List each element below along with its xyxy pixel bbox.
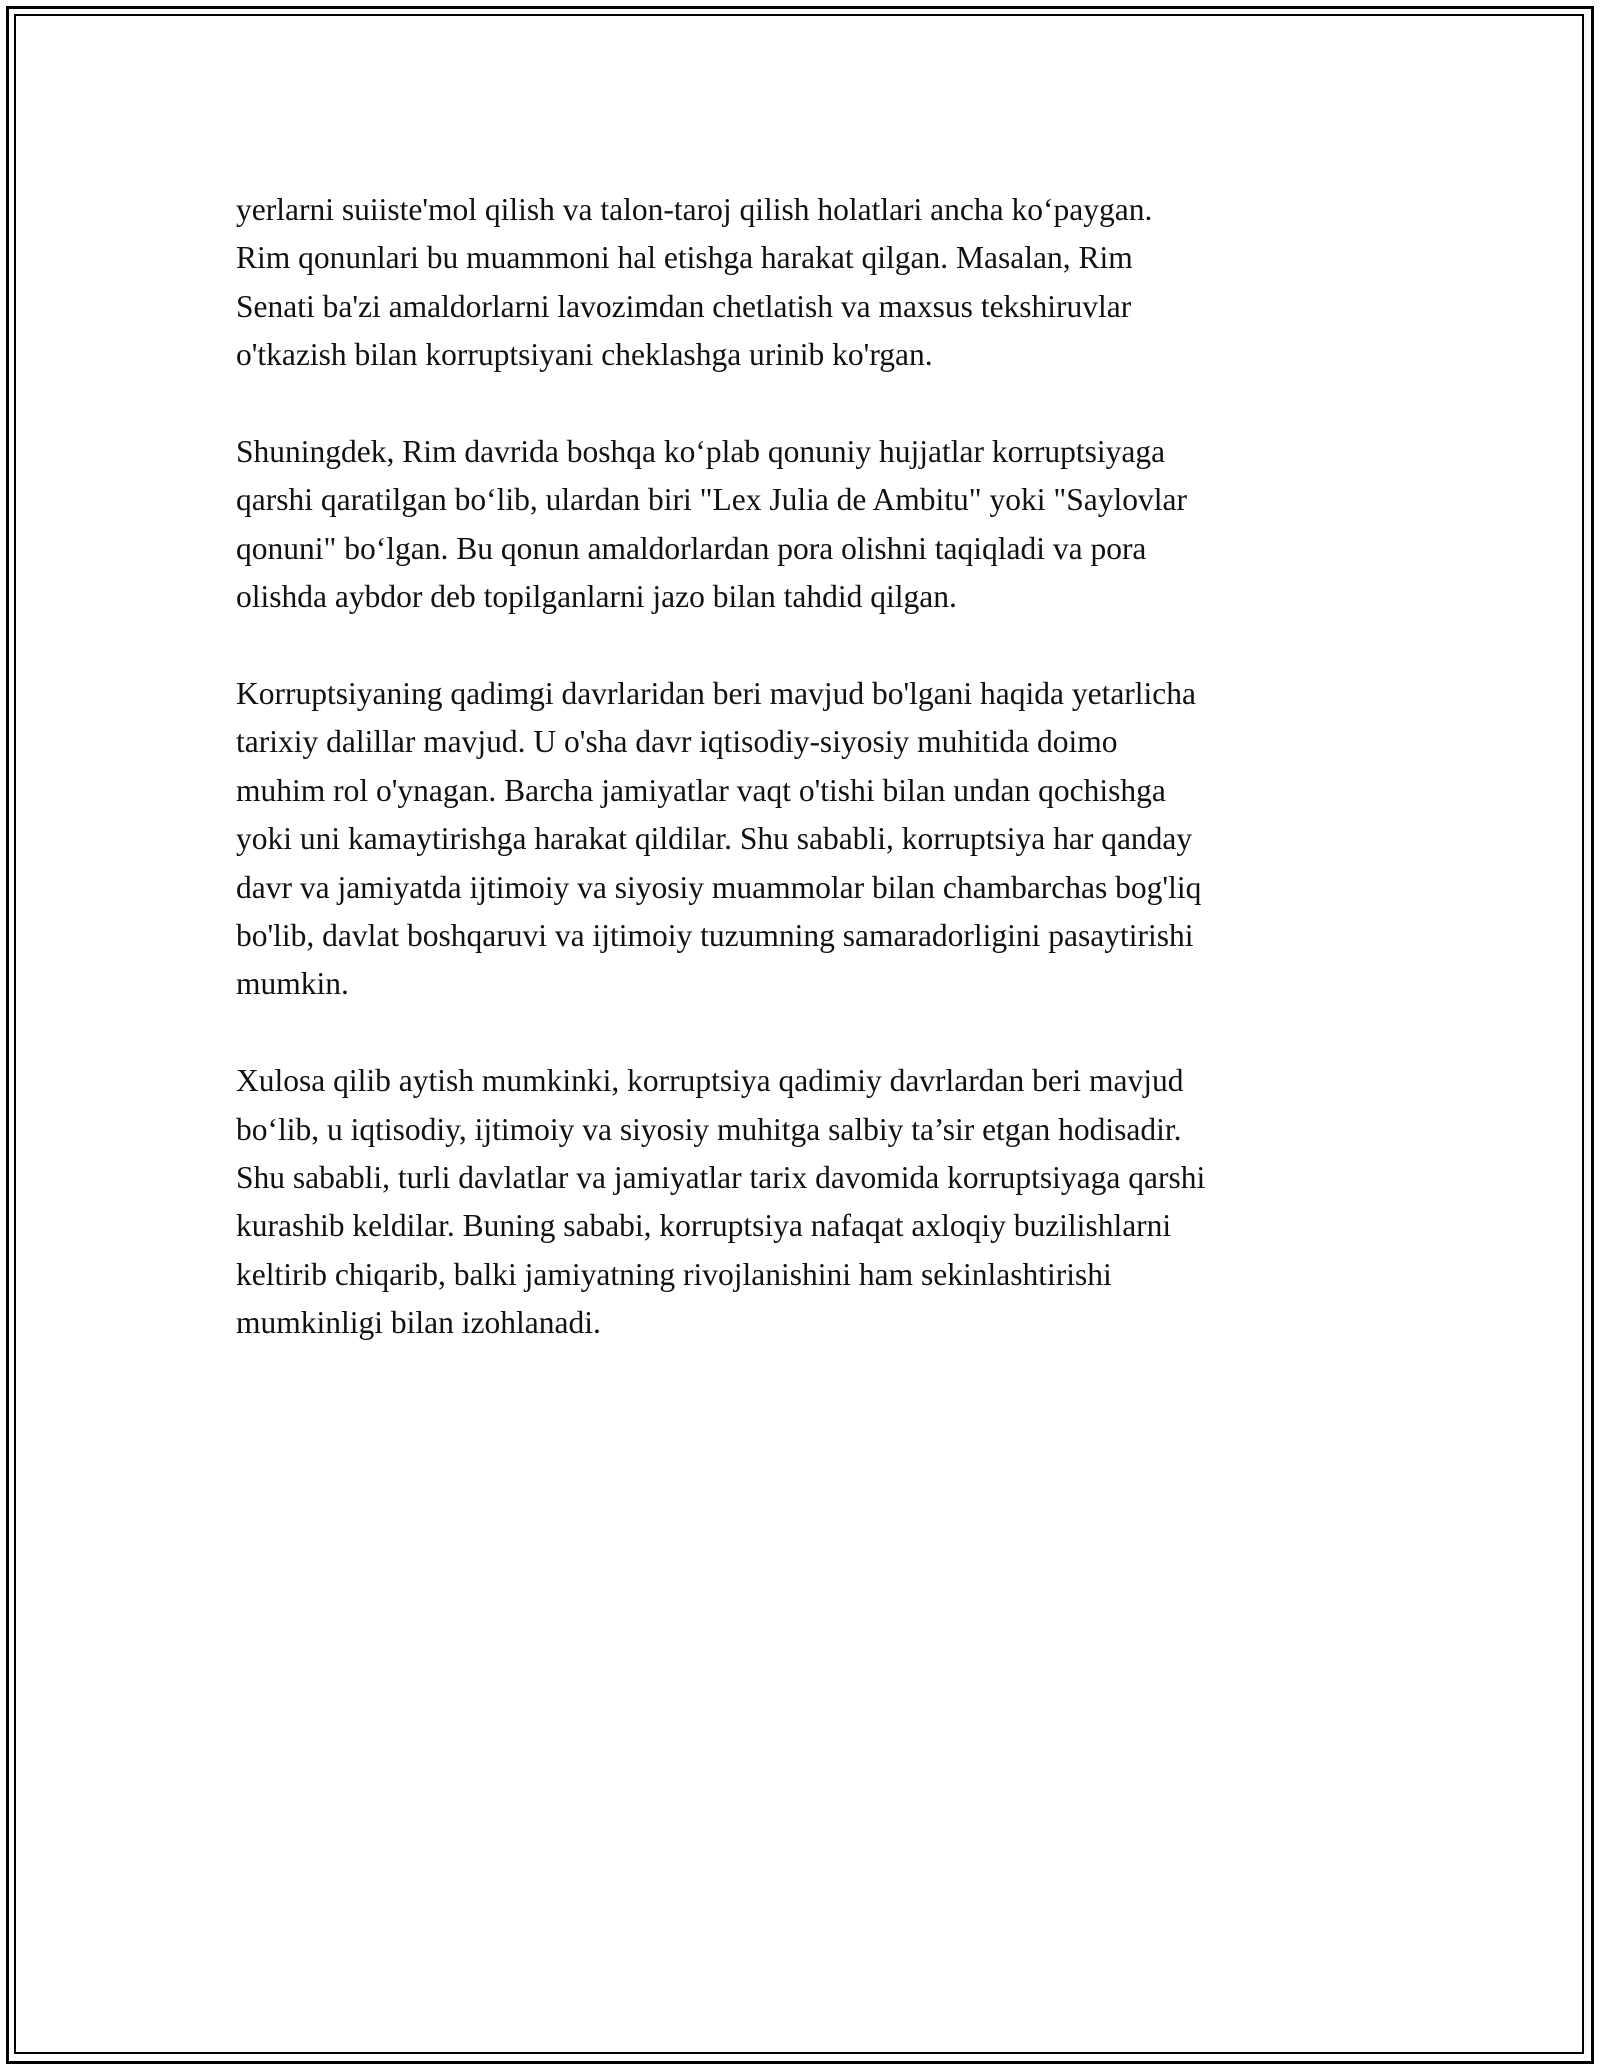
paragraph-line: qonuni" bo‘lgan. Bu qonun amaldorlardan pora olishni taqiqladi va pora [236, 530, 1147, 566]
paragraph-4 [236, 1057, 1376, 1347]
paragraph-line: bo'lib, davlat boshqaruvi va ijtimoiy tuzumning samaradorligini pasaytirishi [236, 918, 1194, 954]
paragraph-line: Shu sababli, turli davlatlar va jamiyatlar tarix davomida korruptsiyaga qarshi [236, 1160, 1206, 1196]
paragraph-line: bo‘lib, u iqtisodiy, ijtimoiy va siyosiy muhitga salbiy ta’sir etgan hodisadir. [236, 1111, 1182, 1147]
paragraph-line: Rim qonunlari bu muammoni hal etishga harakat qilgan. Masalan, Rim [236, 240, 1133, 276]
paragraph-line: Korruptsiyaning qadimgi davrlaridan beri mavjud bo'lgani haqida yetarlicha [236, 676, 1197, 712]
paragraph-line: mumkin. [236, 966, 349, 1002]
document-body [236, 186, 1376, 1396]
paragraph-2 [236, 428, 1376, 622]
paragraph-line: o'tkazish bilan korruptsiyani cheklashga urinib ko'rgan. [236, 337, 933, 373]
paragraph-line: yerlarni suiiste'mol qilish va talon-taroj qilish holatlari ancha ko‘paygan. [236, 192, 1153, 227]
paragraph-line: davr va jamiyatda ijtimoiy va siyosiy muammolar bilan chambarchas bog'liq [236, 869, 1202, 905]
paragraph-line: Xulosa qilib aytish mumkinki, korruptsiya qadimiy davrlardan beri mavjud [236, 1063, 1184, 1099]
paragraph-line: Shuningdek, Rim davrida boshqa ko‘plab qonuniy hujjatlar korruptsiyaga [236, 434, 1166, 470]
paragraph-line: qarshi qaratilgan bo‘lib, ulardan biri "Lex Julia de Ambitu" yoki "Saylovlar [236, 482, 1187, 518]
paragraph-line: olishda aybdor deb topilganlarni jazo bilan tahdid qilgan. [236, 579, 957, 615]
paragraph-line: keltirib chiqarib, balki jamiyatning rivojlanishini ham sekinlashtirishi [236, 1256, 1112, 1292]
paragraph-line: Senati ba'zi amaldorlarni lavozimdan chetlatish va maxsus tekshiruvlar [236, 288, 1132, 324]
paragraph-1 [236, 186, 1376, 380]
paragraph-3 [236, 670, 1376, 1009]
paragraph-line: muhim rol o'ynagan. Barcha jamiyatlar vaqt o'tishi bilan undan qochishga [236, 772, 1166, 808]
paragraph-line: tarixiy dalillar mavjud. U o'sha davr iqtisodiy-siyosiy muhitida doimo [236, 724, 1118, 760]
paragraph-line: kurashib keldilar. Buning sababi, korruptsiya nafaqat axloqiy buzilishlarni [236, 1208, 1172, 1244]
paragraph-line: yoki uni kamaytirishga harakat qildilar. Shu sababli, korruptsiya har qanday [236, 821, 1193, 857]
paragraph-line: mumkinligi bilan izohlanadi. [236, 1305, 601, 1341]
